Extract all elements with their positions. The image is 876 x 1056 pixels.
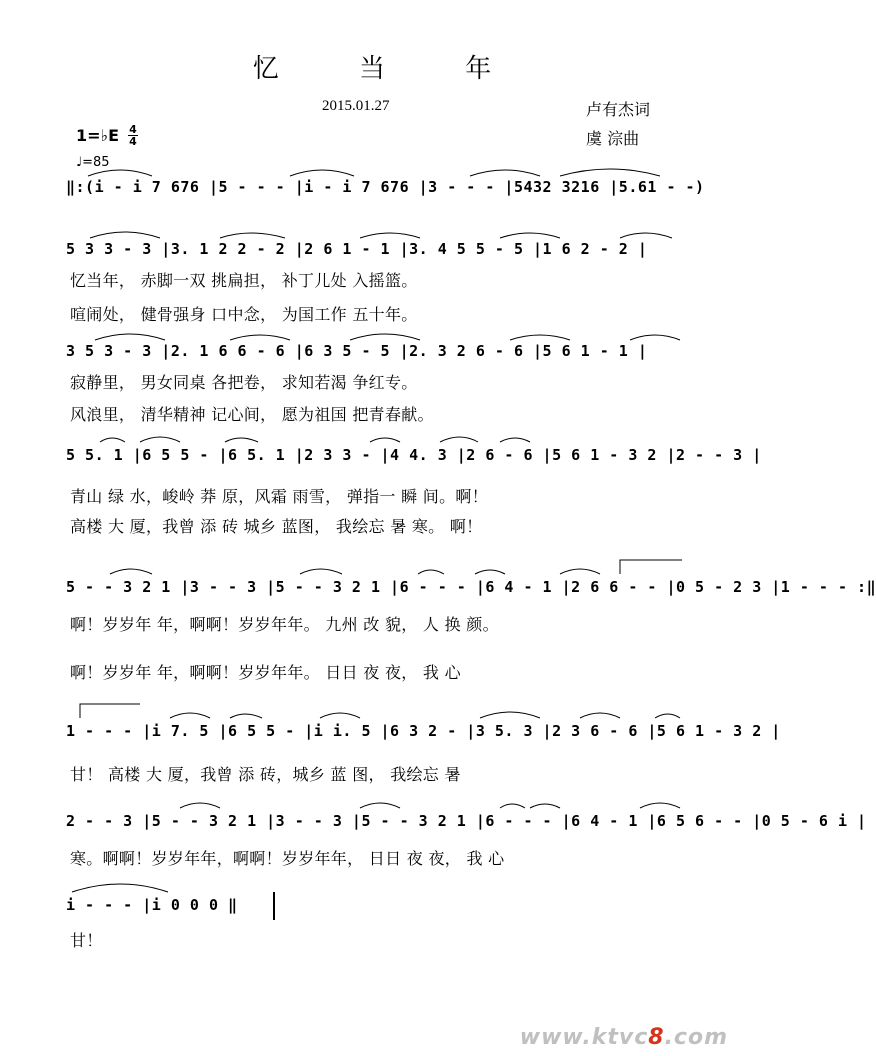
system-4-lyric-2: 高楼 大 厦，我曾 添 砖 城乡 蓝图， 我绘忘 暑 寒。 啊！ [70,517,483,536]
system-6-notes: 1 - - - |i 7. 5 |6 5 5 - |i i. 5 |6 3 2 - |3 5. 3 |2 3 6 - 6 |5 6 1 - 3 2 | [66,722,781,740]
slur [300,569,342,574]
slur [470,170,540,176]
system-2-lyric-2: 喧闹处， 健骨强身 口中念， 为国工作 五十年。 [70,305,418,324]
watermark: www.ktvc8.com [519,1025,728,1050]
system-3-lyric-1: 寂静里， 男女同桌 各把卷， 求知若渴 争红专。 [70,373,418,392]
tempo-marking: ♩=85 [76,155,110,170]
slur [72,884,168,892]
slur [580,713,620,718]
system-4-notes: 5 5. 1 |6 5 5 - |6 5. 1 |2 3 3 - |4 4. 3 |2 6 - 6 |5 6 1 - 3 2 |2 - - 3 | [66,446,762,464]
volta-1 [620,560,682,574]
slur [418,570,444,574]
time-signature-bottom: 4 [129,135,137,148]
slur [350,334,420,340]
slur [220,233,285,238]
slur [510,335,570,340]
system-5-lyric-2: 啊！岁岁年 年，啊啊！岁岁年年。 日日 夜 夜， 我 心 [70,663,461,682]
system-3-lyric-2: 风浪里， 清华精神 记心间， 愿为祖国 把青春献。 [70,405,434,424]
composer: 虞 淙曲 [586,129,640,148]
slur [620,233,672,238]
slur [230,714,262,718]
date: 2015.01.27 [322,98,390,114]
slur [225,438,258,442]
slur [88,170,152,176]
slur [100,438,125,442]
system-2-lyric-1: 忆当年， 赤脚一双 挑扁担， 补丁儿处 入摇篮。 [70,271,418,290]
system-5-notes: 5 - - 3 2 1 |3 - - 3 |5 - - 3 2 1 |6 - - - |6 4 - 1 |2 6 6 - - |0 5 - 2 3 |1 - - - :‖ [66,578,876,596]
slur [440,437,478,442]
slur [370,438,400,442]
slur [95,334,165,340]
volta-2 [80,704,140,718]
slur [140,437,180,442]
key-signature: 1=♭E [76,126,120,145]
slur [630,335,680,340]
slur [475,570,505,574]
slur [480,712,540,718]
slur [500,438,530,442]
system-7-lyric-1: 寒。啊啊！岁岁年年，啊啊！岁岁年年， 日日 夜 夜， 我 心 [70,849,505,868]
time-signature-top: 4 [129,123,137,136]
slur [170,713,210,718]
system-1-notes: ‖:(i - i 7 676 |5 - - - |i - i 7 676 |3 - - - |5432 3216 |5.61 - -) [66,178,705,196]
slur [500,233,560,238]
system-8-notes: i - - - |i 0 0 0 ‖ [66,896,238,914]
system-8-lyric-1: 甘！ [70,931,103,950]
system-3-notes: 3 5 3 - 3 |2. 1 6 6 - 6 |6 3 5 - 5 |2. 3 2 6 - 6 |5 6 1 - 1 | [66,342,648,360]
system-7-notes: 2 - - 3 |5 - - 3 2 1 |3 - - 3 |5 - - 3 2 1 |6 - - - |6 4 - 1 |6 5 6 - - |0 5 - 6 i | [66,812,867,830]
slur [530,804,560,808]
slur [320,713,360,718]
slur [360,233,420,238]
lyricist: 卢有杰词 [586,100,651,119]
system-6-lyric-1: 甘！ 高楼 大 厦，我曾 添 砖，城乡 蓝 图， 我绘忘 暑 [70,765,461,784]
slur [500,804,525,808]
slur [560,569,600,574]
song-title: 忆 当 年 [252,54,528,84]
slur [360,803,400,808]
slur [560,169,660,176]
slur [230,335,290,340]
system-5-lyric-1: 啊！岁岁年 年，啊啊！岁岁年年。 九州 改 貌， 人 换 颜。 [70,615,499,634]
slur [180,803,220,808]
slur [110,569,152,574]
slur [90,232,160,238]
system-4-lyric-1: 青山 绿 水，峻岭 莽 原，风霜 雨雪， 弹指一 瞬 间。啊！ [70,487,488,506]
slur [655,714,680,718]
system-2-notes: 5 3 3 - 3 |3. 1 2 2 - 2 |2 6 1 - 1 |3. 4 5 5 - 5 |1 6 2 - 2 | [66,240,648,258]
slur [290,170,354,176]
slur [640,803,680,808]
